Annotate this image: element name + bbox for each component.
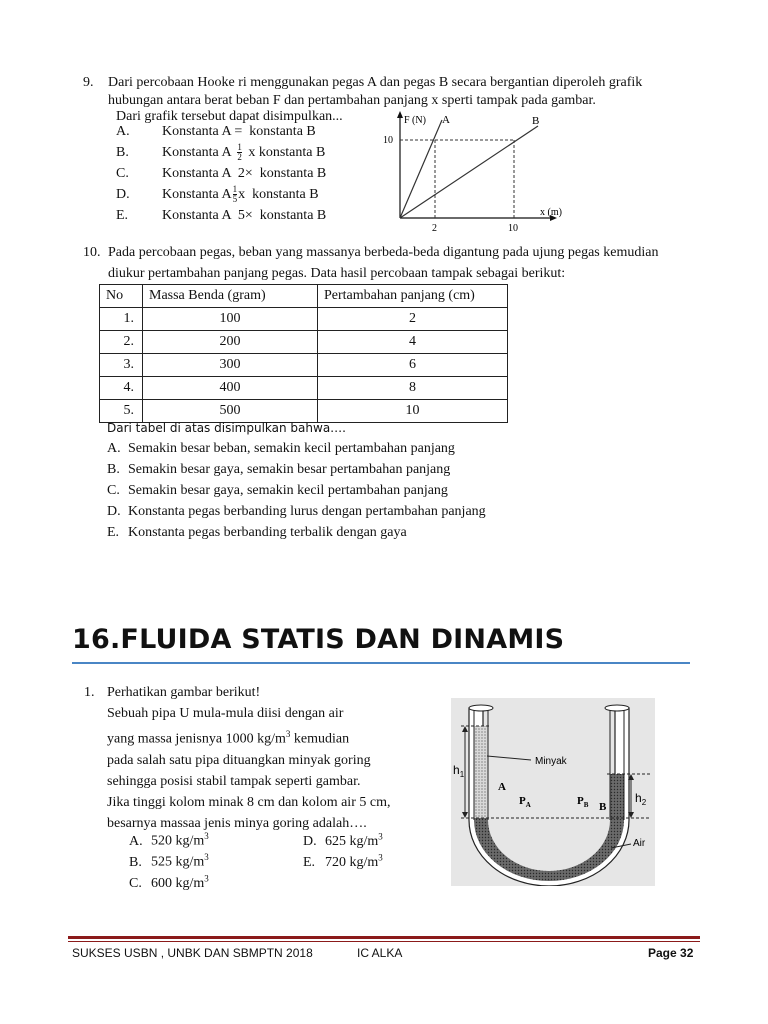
q9-line3: Dari grafik tersebut dapat disimpulkan... <box>116 109 343 124</box>
option-text: Konstanta pegas berbanding terbalik dengan gaya <box>128 525 407 540</box>
option-letter: B. <box>116 145 129 160</box>
option-text: konstanta B <box>252 208 327 223</box>
option-text: Konstanta pegas berbanding lurus dengan pertambahan panjang <box>128 504 486 519</box>
option-text: 720 kg/m <box>325 854 379 870</box>
option-text: Konstanta A 2 <box>162 166 245 181</box>
q9-option-a <box>116 121 376 142</box>
option-text: konstanta B <box>249 124 316 139</box>
superscript: 3 <box>285 729 291 739</box>
option-text: x konstanta B <box>244 145 326 160</box>
q9-option-d <box>116 184 376 205</box>
q1-number: 1. <box>84 685 95 700</box>
label-h1: $h_1$ <box>453 763 465 779</box>
y-axis-label: F (N) <box>404 115 426 126</box>
label-h2: $h_2$ <box>635 791 647 807</box>
label-air: Air <box>633 838 646 849</box>
table-row <box>100 377 508 400</box>
fraction-numerator: 1 <box>232 184 238 195</box>
footer-left: SUKSES USBN , UNBK DAN SBMPTN 2018 <box>72 946 313 960</box>
q1-line <box>107 724 437 750</box>
table-header: Massa Benda (gram) <box>143 285 318 308</box>
q1-option-e <box>303 852 383 870</box>
table-row <box>100 308 508 331</box>
option-text: Semakin besar beban, semakin kecil pertambahan panjang <box>128 441 455 456</box>
table-cell: 6 <box>318 354 508 377</box>
line-a-label: A <box>442 114 450 126</box>
superscript: 3 <box>204 831 209 841</box>
option-text: Konstanta A <box>162 124 231 139</box>
fraction-numerator: 1 <box>237 142 242 153</box>
option-text: 625 kg/m <box>325 833 379 849</box>
table-cell: 10 <box>318 400 508 423</box>
option-text: Konstanta A <box>162 187 232 202</box>
option-letter: D. <box>303 833 317 849</box>
label-b: B <box>599 801 607 813</box>
section-title: 16.FLUIDA STATIS DAN DINAMIS <box>72 624 565 655</box>
option-letter: B. <box>129 854 142 870</box>
q1-line-text: yang massa jenisnya 1000 kg/m <box>107 731 286 747</box>
table-cell: 200 <box>143 331 318 354</box>
table-header: No <box>100 285 143 308</box>
table-cell: 500 <box>143 400 318 423</box>
x-axis-label: x (m) <box>540 207 562 218</box>
q10-conclusion: Dari tabel di atas disimpulkan bahwa…. <box>107 421 346 435</box>
q10-number: 10. <box>83 245 101 260</box>
hooke-graph <box>376 108 576 234</box>
option-text: Konstanta A 5 <box>162 208 245 223</box>
q1-line: besarnya massaa jenis minya goring adalah…. <box>107 815 367 831</box>
q1-options-row <box>129 847 449 868</box>
q1-line: sehingga posisi stabil tampak seperti gambar. <box>107 773 361 789</box>
table-cell: 1. <box>100 308 143 331</box>
q1-line: Perhatikan gambar berikut! <box>107 685 261 700</box>
table-cell: 400 <box>143 377 318 400</box>
y-axis-arrow <box>397 111 403 118</box>
q1-options <box>129 826 449 889</box>
fraction-denominator: 2 <box>237 152 242 163</box>
table-header-row <box>100 285 508 308</box>
footer-rule-thin <box>68 941 700 942</box>
q10-option-b <box>107 459 727 480</box>
label-minyak: Minyak <box>535 756 567 767</box>
water-left-top <box>474 818 488 822</box>
q10-table <box>99 284 508 423</box>
option-text: Konstanta A <box>162 145 235 160</box>
q10-option-a <box>107 438 727 459</box>
option-letter: D. <box>107 504 121 519</box>
tube-top-left <box>469 705 493 711</box>
footer-page-number: Page 32 <box>648 946 694 960</box>
table-cell: 2 <box>318 308 508 331</box>
fraction <box>233 185 238 204</box>
q1-line-text: kemudian <box>290 731 350 747</box>
superscript: 3 <box>204 873 209 883</box>
option-letter: E. <box>303 854 316 870</box>
table-cell: 5. <box>100 400 143 423</box>
table-cell: 3. <box>100 354 143 377</box>
superscript: 3 <box>204 852 209 862</box>
q9-line2: hubungan antara berat beban F dan pertambahan panjang x sperti tampak pada gambar. <box>108 93 596 108</box>
option-letter: D. <box>116 187 130 202</box>
q9-option-c <box>116 163 376 184</box>
q9-option-e <box>116 205 376 226</box>
option-text: 600 kg/m <box>151 875 205 891</box>
option-text: konstanta B <box>252 166 327 181</box>
u-tube-figure <box>451 698 655 886</box>
option-text: x konstanta B <box>238 187 319 202</box>
option-letter: C. <box>107 483 120 498</box>
q1-line: pada salah satu pipa dituangkan minyak goring <box>107 752 371 768</box>
table-header: Pertambahan panjang (cm) <box>318 285 508 308</box>
label-pa: $P_A$ <box>519 795 531 809</box>
table-cell: 4 <box>318 331 508 354</box>
q1-options-row <box>129 826 449 847</box>
label-pb: $P_B$ <box>577 795 589 809</box>
footer-middle: IC ALKA <box>357 946 403 960</box>
q10-option-d <box>107 501 727 522</box>
option-letter: C. <box>129 875 142 891</box>
tube-top-right <box>605 705 629 711</box>
q9-number: 9. <box>83 75 94 90</box>
q10-options <box>107 438 727 543</box>
option-letter: A. <box>116 124 130 139</box>
option-text: Semakin besar gaya, semakin kecil pertambahan panjang <box>128 483 448 498</box>
section-rule <box>72 662 690 664</box>
superscript: 3 <box>378 852 383 862</box>
option-letter: E. <box>107 525 120 540</box>
table-row <box>100 354 508 377</box>
q10-line2: diukur pertambahan panjang pegas. Data hasil percobaan tampak sebagai berikut: <box>108 266 566 281</box>
table-cell: 100 <box>143 308 318 331</box>
option-text: × <box>244 208 253 223</box>
oil-column <box>474 726 488 818</box>
q10-option-c <box>107 480 727 501</box>
option-letter: C. <box>116 166 129 181</box>
option-letter: B. <box>107 462 120 477</box>
option-letter: A. <box>129 833 143 849</box>
option-letter: E. <box>116 208 129 223</box>
q1-line: Jika tinggi kolom minak 8 cm dan kolom air 5 cm, <box>107 794 391 810</box>
table-cell: 4. <box>100 377 143 400</box>
line-b-label: B <box>532 115 540 127</box>
table-row <box>100 400 508 423</box>
table-cell: 8 <box>318 377 508 400</box>
footer-rule-thick <box>68 936 700 939</box>
y-tick-label: 10 <box>383 135 393 146</box>
q9-line1: Dari percobaan Hooke ri menggunakan pegas A dan pegas B secara bergantian diperoleh grafik <box>108 75 643 90</box>
q9-option-b <box>116 142 376 163</box>
label-a: A <box>498 781 506 793</box>
q1-option-c <box>129 873 209 891</box>
table-row <box>100 331 508 354</box>
q1-line: Sebuah pipa U mula-mula diisi dengan air <box>107 706 344 721</box>
option-letter: A. <box>107 441 121 456</box>
table-cell: 2. <box>100 331 143 354</box>
q9-options <box>116 121 376 226</box>
option-text: 520 kg/m <box>151 833 205 849</box>
fraction-denominator: 5 <box>232 194 238 205</box>
x-tick-label: 10 <box>508 223 518 234</box>
q1-body <box>107 682 437 834</box>
superscript: 3 <box>378 831 383 841</box>
option-text: Semakin besar gaya, semakin besar pertambahan panjang <box>128 462 451 477</box>
option-text: 525 kg/m <box>151 854 205 870</box>
q10-line1: Pada percobaan pegas, beban yang massanya berbeda-beda digantung pada ujung pegas kemudian <box>108 245 659 260</box>
x-tick-label: 2 <box>432 223 437 234</box>
fraction <box>237 143 242 162</box>
table-cell: 300 <box>143 354 318 377</box>
option-text: × <box>244 166 253 181</box>
q10-option-e <box>107 522 727 543</box>
option-text: = <box>230 124 250 139</box>
